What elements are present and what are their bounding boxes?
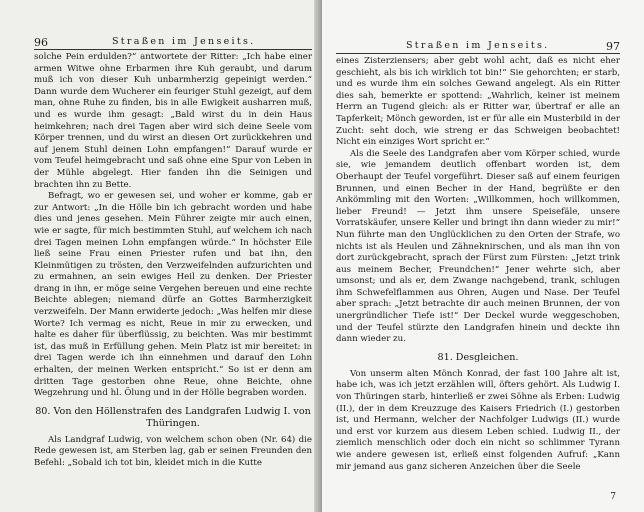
section-heading: 80. Von den Höllenstrafen des Landgrafen Ludwig I. von Thüringen. xyxy=(35,405,311,429)
paragraph: Von unserm alten Mönch Konrad, der fast 100 Jahre alt ist, habe ich, was ich jetzt erzählen will, öfters gehört. Als Ludwig I. von Thüringen starb, hinterließ er zwei Söhne als Erben: Ludwig (II.), der in dem Kreuzzuge des Kaisers Friedrich (I.) gestorben ist, und Hermann, welcher der Nachfolger Ludwigs (II.) wurde und erst vor kurzem aus diesem Leben schied. Ludwig II., der ziemlich menschlich oder doch ein nicht so schlimmer Tyrann wie andere gewesen ist, erließ einst folgenden Aufruf: „Kann mir jemand aus ganz sicheren Anzeichen über die Seele xyxy=(336,368,620,472)
paragraph: Als Landgraf Ludwig, von welchem schon oben (Nr. 64) die Rede gewesen ist, am Sterben lag, gab er seinen Freunden den Befehl: „Sobald ich tot bin, kleidet mich in die Kutte xyxy=(34,434,312,468)
paragraph: eines Zisterziensers; aber gebt wohl acht, daß es nicht eher geschieht, als bis ich wirklich tot bin!“ Sie gehorchten; er starb, und es wurde ihm ein solches Gewand angelegt. Als ein Ritter dies sah, bemerkte er spottend: „Wahrlich, keiner ist meinem Herrn an Tugend gleich: als er Ritter war, übertraf er alle an Tapferkeit; Mönch geworden, ist er für alle ein Musterbild in der Zucht: seht doch, wie streng er das Schweigen beobachtet! Nicht ein einziges Wort spricht er.“ xyxy=(336,56,620,148)
section-heading: 81. Desgleichen. xyxy=(437,351,519,363)
signature-mark: 7 xyxy=(610,492,616,502)
page-number: 96 xyxy=(34,36,48,49)
paragraph: Als die Seele des Landgrafen aber vom Körper schied, wurde sie, wie jemandem deutlich offenbart worden ist, dem Oberhaupt der Teufel vorgeführt. Dieser saß auf einem feurigen Brunnen, und einen Becher in der Hand, begrüßte er den Ankömmling mit den Worten: „Willkommen, hoch willkommen, lieber Freund! — Jetzt ihm unsere Speisefäle, unsere Vorratskäufer, unsere Keller und bringt ihn dann wieder zu mir!“ Nun führte man den Unglücklichen zu den Orten der Strafe, wo nichts ist als Heulen und Zähneknirschen, und als man ihn von dort zurückgebracht, sprach der Fürst zum Fürsten: „Jetzt trink aus meinem Becher, Freundchen!“ Jener wehrte sich, aber umsonst; und als er, dem Zwange nachgebend, trank, schlugen ihm Schwefelflammen aus Ohren, Augen und Nase. Der Teufel aber sprach: „Jetzt betrachte dir auch meinen Brunnen, der von unergründlicher Tiefe ist!“ Der Deckel wurde weggeschoben, und der Teufel stürzte den Landgrafen hinein und deckte ihn dann wieder zu. xyxy=(336,148,620,345)
right-page-header xyxy=(336,40,620,56)
header-rule xyxy=(34,49,312,50)
right-page xyxy=(322,0,644,512)
right-page-text xyxy=(336,56,620,473)
page-number: 97 xyxy=(606,40,620,53)
paragraph: solche Pein erdulden?“ antwortete der Ritter: „Ich habe einer armen Witwe ohne Erbarmen ihre Kuh geraubt, und darum muß ich von dieser Kuh unbarmherzig gepeinigt werden.“ Dann wurde dem Wucherer ein feuriger Stuhl gezeigt, auf dem man, ohne Ruhe zu finden, bis in alle Ewigkeit ausharren muß, und es wurde ihm gesagt: „Bald wirst du in dein Haus heimkehren; nach drei Tagen aber wird sich deine Seele vom Körper trennen, und du wirst an diesen Ort zurückkehren und auf jenem Stuhl deinen Lohn empfangen!“ Darauf wurde er vom Teufel heimgebracht und saß ohne eine Spur von Leben in der Mühle abgelegt. Hier fanden ihn die Seinigen und brachten ihn zu Bette. xyxy=(34,52,312,190)
left-page-header xyxy=(34,36,312,52)
paragraph: Befragt, wo er gewesen sei, und woher er komme, gab er zur Antwort: „In die Hölle bin ich gebracht worden und habe dies und jenes gesehen. Mein Führer zeigte mir auch einen, wie er sagte, für mich bestimmten Stuhl, auf welchem ich nach drei Tagen meinen Lohn empfangen würde.“ In höchster Eile ließ seine Frau einen Priester rufen und bat ihn, den Kleinmütigen zu trösten, den Verzweifelnden aufzurichten und zu ermahnen, an sein ewiges Heil zu denken. Der Priester drang in ihn, er möge seine Vergehen bereuen und eine rechte Beichte ablegen; niemand dürfe an Gottes Barmherzigkeit verzweifeln. Der Mann erwiderte jedoch: „Was helfen mir diese Worte? Ich vermag es nicht, Reue in mir zu erwecken, und halte es daher für überflüssig, zu beichten. Was mir bestimmt ist, das muß in Erfüllung gehen. Mein Platz ist mir bereitet: in drei Tagen werde ich ihn einnehmen und darauf den Lohn erhalten, der meinen Werken entspricht.“ So ist er denn am dritten Tage gestorben ohne Reue, ohne Beichte, ohne Wegzehrung und hl. Ölung und in der Hölle begraben worden. xyxy=(34,191,312,399)
header-rule xyxy=(336,53,620,54)
running-title: Straßen im Jenseits. xyxy=(406,40,550,51)
left-page-text xyxy=(34,52,312,470)
running-title: Straßen im Jenseits. xyxy=(112,36,256,47)
